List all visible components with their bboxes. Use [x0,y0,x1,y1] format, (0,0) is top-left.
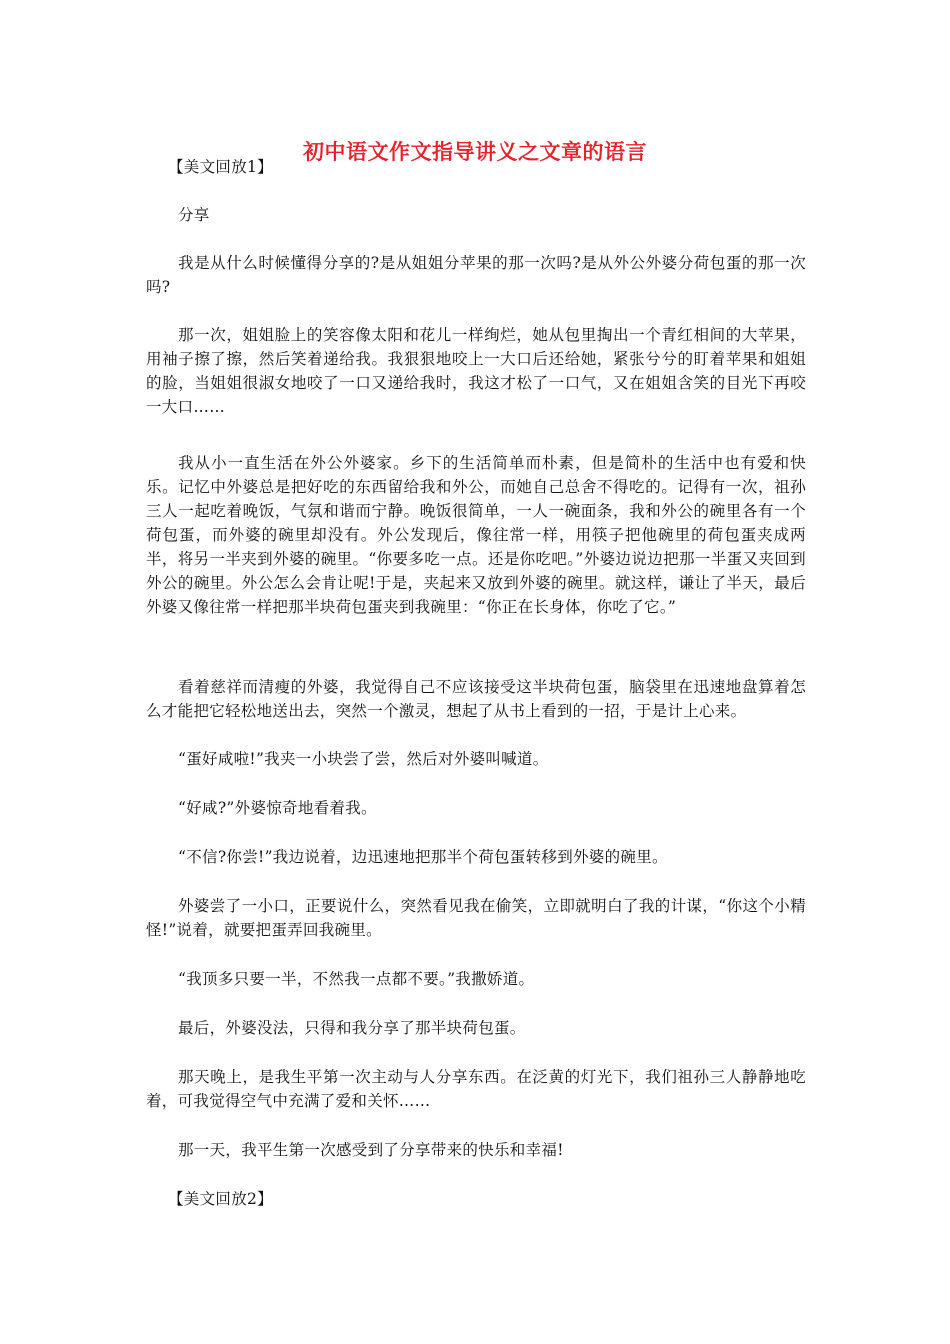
paragraph-5: “蛋好咸啦!”我夹一小块尝了尝，然后对外婆叫喊道。 [178,750,549,768]
paragraph-9: “我顶多只要一半，不然我一点都不要。”我撒娇道。 [178,970,535,988]
paragraph-7: “不信?你尝!”我边说着，边迅速地把那半个荷包蛋转移到外婆的碗里。 [178,848,668,866]
paragraph-10: 最后，外婆没法，只得和我分享了那半块荷包蛋。 [178,1019,526,1037]
document-title: 初中语文作文指导讲义之文章的语言 [303,139,647,165]
paragraph-3: 我从小一直生活在外公外婆家。乡下的生活简单而朴素，但是简朴的生活中也有爱和快乐。记忆中外婆总是把好吃的东西留给我和外公，而她自己总舍不得吃的。记得有一次，祖孙三人一起吃着晚饭，气氛和谐而宁静。晚饭很简单，一人一碗面条，我和外公的碗里各有一个荷包蛋，而外婆的碗里却没有。外公发现后，像往常一样，用筷子把他碗里的荷包蛋夹成两半，将另一半夹到外婆的碗里。“你要多吃一点。还是你吃吧。”外婆边说边把那一半蛋又夹回到外公的碗里。外公怎么会肯让呢!于是，夹起来又放到外婆的碗里。就这样，谦让了半天，最后外婆又像往常一样把那半块荷包蛋夹到我碗里：“你正在长身体，你吃了它。” [146,454,806,616]
paragraph-12: 那一天，我平生第一次感受到了分享带来的快乐和幸福! [178,1141,564,1159]
paragraph-6: “好咸?”外婆惊奇地看着我。 [178,799,377,817]
essay-title: 分享 [178,206,210,224]
paragraph-11: 那天晚上，是我生平第一次主动与人分享东西。在泛黄的灯光下，我们祖孙三人静静地吃着，可我觉得空气中充满了爱和关怀…… [146,1068,806,1110]
paragraph-8: 外婆尝了一小口，正要说什么，突然看见我在偷笑，立即就明白了我的计谋，“你这个小精怪!”说着，就要把蛋弄回我碗里。 [146,897,806,939]
section-label-2: 【美文回放2】 [168,1190,273,1208]
paragraph-4: 看着慈祥而清瘦的外婆，我觉得自己不应该接受这半块荷包蛋，脑袋里在迅速地盘算着怎么才能把它轻松地送出去，突然一个激灵，想起了从书上看到的一招，于是计上心来。 [146,678,806,720]
paragraph-1: 我是从什么时候懂得分享的?是从姐姐分苹果的那一次吗?是从外公外婆分荷包蛋的那一次吗? [146,254,806,296]
paragraph-2: 那一次，姐姐脸上的笑容像太阳和花儿一样绚烂，她从包里掏出一个青红相间的大苹果，用袖子擦了擦，然后笑着递给我。我狠狠地咬上一大口后还给她，紧张兮兮的盯着苹果和姐姐的脸，当姐姐很淑女地咬了一口又递给我时，我这才松了一口气，又在姐姐含笑的目光下再咬一大口…… [146,326,806,416]
section-label-1: 【美文回放1】 [168,158,273,176]
